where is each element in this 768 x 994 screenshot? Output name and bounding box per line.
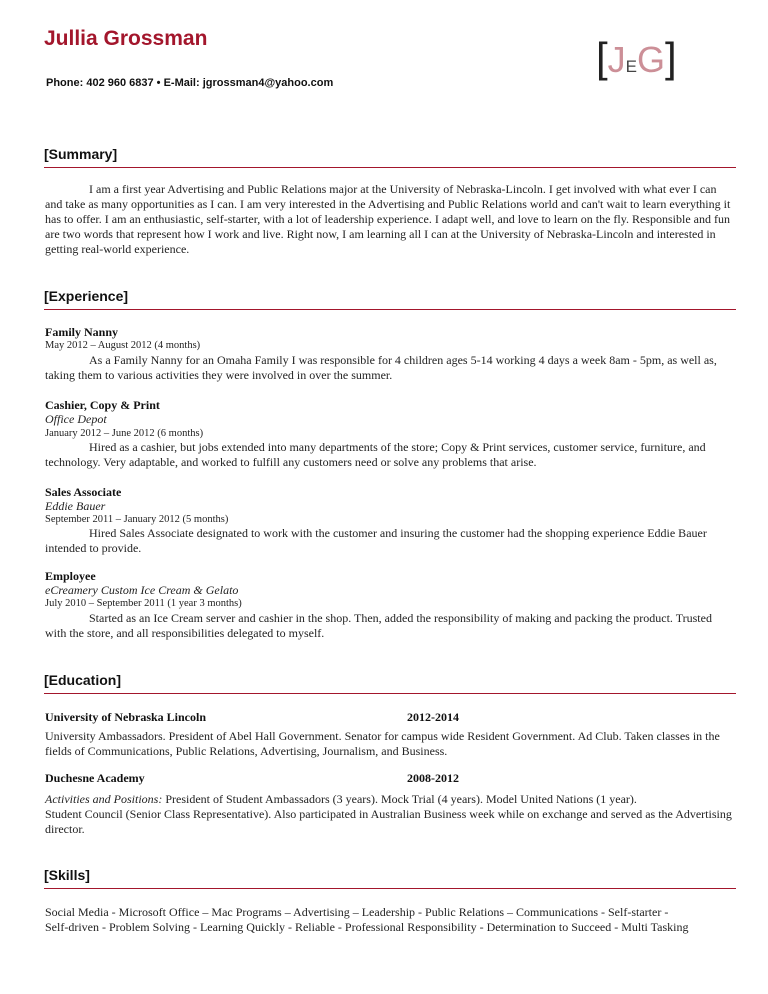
section-divider: [44, 888, 736, 889]
contact-line: Phone: 402 960 6837 • E-Mail: jgrossman4@yahoo.com: [46, 77, 334, 89]
section-divider: [44, 309, 736, 310]
summary-heading: [Summary]: [44, 146, 118, 162]
job-description: As a Family Nanny for an Omaha Family I was responsible for 4 children ages 5-14 working 4 days a week 8am - 5pm, as well as, taking them to various activities they were involved in over the summer.: [45, 353, 717, 382]
job-description: Hired Sales Associate designated to work with the customer and insuring the customer had the shopping experience Eddie Bauer intended to provide.: [45, 526, 707, 555]
summary-text: I am a first year Advertising and Public Relations major at the University of Nebraska-Lincoln. I get involved with what ever I can and take as many opportunities as I can. I am very interested in the Advertising and Public Relations world and can't wait to learn everything it has to offer. I am an enthusiastic, self-starter, with a lot of leadership experience. I adapt well, and love to learn on the fly. Responsible and fun are two words that represent how I work and live. Right now, I am learning all I can at the University of Nebraska-Lincoln and interested in getting real-world experience.: [45, 182, 731, 256]
job-dates: May 2012 – August 2012 (4 months): [45, 340, 201, 351]
school-details: University Ambassadors. President of Abel Hall Government. Senator for campus wide Resident Government. Ad Club. Taken classes in the fields of Communications, Public Relations, Advertising, Journalism, and Business.: [45, 729, 720, 758]
job-description: Started as an Ice Cream server and cashier in the shop. Then, added the responsibility of making and packing the product. Trusted with the store, and all responsibilities delegated to myself.: [45, 611, 712, 640]
job-description: Hired as a cashier, but jobs extended into many departments of the store; Copy & Print services, customer service, furniture, and technology. Very adaptable, and worked to fulfill any customers need or solve any problems that arise.: [45, 440, 706, 469]
job-title: Employee: [45, 569, 96, 583]
job-employer: eCreamery Custom Ice Cream & Gelato: [45, 583, 239, 597]
skills-list: Social Media - Microsoft Office – Mac Programs – Advertising – Leadership - Public Relations – Communications - Self-starter - Self-driven - Problem Solving - Learning Quickly - Reliable - Professional Responsibility - Determination to Succeed - Multi Tasking: [45, 905, 689, 934]
job-dates: July 2010 – September 2011 (1 year 3 months): [45, 598, 242, 609]
monogram-logo: [JEG]: [596, 34, 677, 81]
section-divider: [44, 167, 736, 168]
job-dates: September 2011 – January 2012 (5 months): [45, 514, 229, 525]
job-title: Cashier, Copy & Print: [45, 398, 160, 412]
section-divider: [44, 693, 736, 694]
education-heading: [Education]: [44, 672, 121, 688]
job-dates: January 2012 – June 2012 (6 months): [45, 428, 204, 439]
job-title: Family Nanny: [45, 325, 119, 339]
job-employer: Office Depot: [45, 412, 107, 426]
resume-name: Jullia Grossman: [44, 27, 208, 50]
job-employer: Eddie Bauer: [45, 499, 106, 513]
school-years: 2012-2014: [407, 710, 459, 724]
school-years: 2008-2012: [407, 771, 459, 785]
experience-heading: [Experience]: [44, 288, 129, 304]
job-title: Sales Associate: [45, 485, 122, 499]
skills-heading: [Skills]: [44, 867, 90, 883]
school-name: University of Nebraska Lincoln: [45, 710, 207, 724]
school-name: Duchesne Academy: [45, 771, 145, 785]
school-details: Activities and Positions: President of Student Ambassadors (3 years). Mock Trial (4 years). Model United Nations (1 year). Student Council (Senior Class Representative). Also participated in Australian Business week while on exchange and served as the Advertising director.: [45, 792, 732, 836]
